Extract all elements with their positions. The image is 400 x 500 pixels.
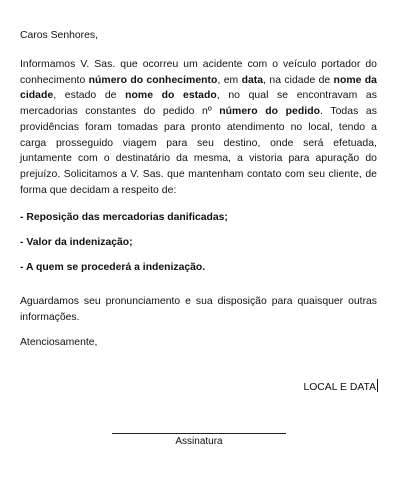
closing-paragraph: Aguardamos seu pronunciamento e sua disposição para quaisquer outras informações.: [20, 296, 377, 324]
location-date-field[interactable]: [303, 379, 378, 395]
greeting: Caros Senhores,: [20, 30, 98, 41]
body-text-6: . Todas as providências foram tomadas para pronto atendimento no local, tendo a carga prosseguido viagem para seu destino, onde será efetuada, juntamente com o destinatário da mesma, a vistoria para apuração do prejuízo. Solicitamos a V. Sas. que mantenham contato com seu cliente, de forma que decidam a respeito de:: [20, 106, 377, 196]
field-shipment-number: número do conhecimento: [88, 74, 218, 86]
signoff: Atenciosamente,: [20, 336, 98, 348]
body-text-2: , em: [217, 74, 242, 86]
body-text-3: , na cidade de: [263, 74, 334, 86]
body-text-5: , no qual se encontravam as mercadorias constantes do pedido nº: [20, 90, 378, 118]
field-date: data: [241, 74, 264, 86]
letter-body: [20, 29, 377, 350]
list-item: - Reposição das mercadorias danificadas;: [20, 212, 228, 224]
text-cursor: [377, 379, 378, 392]
list-item: - A quem se procederá a indenização.: [20, 262, 206, 274]
signature-label: Assinatura: [175, 436, 223, 447]
field-state-name: nome do estado: [125, 90, 217, 102]
signature-line: [112, 433, 286, 434]
field-city-name: nome da cidade: [20, 74, 377, 102]
main-paragraph: [20, 57, 377, 198]
body-text-4: , estado de: [53, 90, 126, 102]
field-order-number: número do pedido: [219, 106, 320, 118]
list-item: - Valor da indenização;: [20, 237, 133, 249]
location-date-text: LOCAL E DATA: [303, 382, 376, 393]
body-text-1: Informamos V. Sas. que ocorreu um acidente com o veículo portador do conhecimento: [20, 59, 377, 86]
